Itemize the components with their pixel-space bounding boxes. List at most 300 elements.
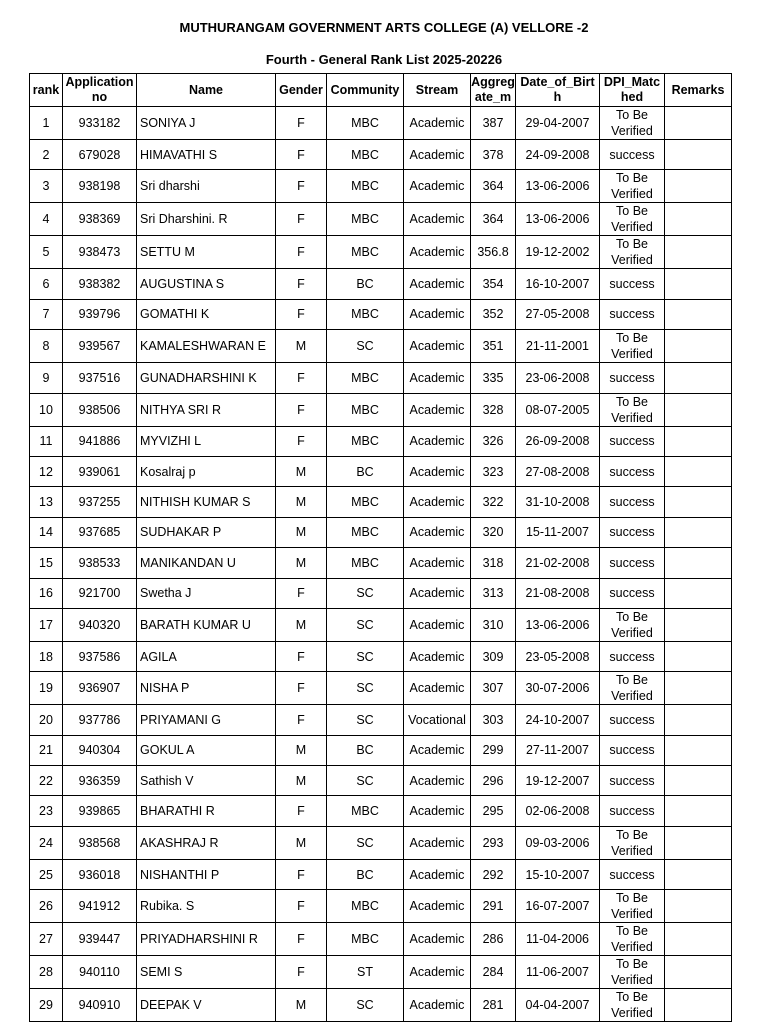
cell-application-no: 937586 [63,641,137,671]
cell-aggregate: 354 [471,269,516,299]
cell-stream: Academic [404,890,471,923]
cell-name: BHARATHI R [137,796,276,826]
cell-community: SC [327,672,404,705]
header-name: Name [137,74,276,107]
cell-remarks [665,269,732,299]
cell-community: MBC [327,923,404,956]
cell-application-no: 938568 [63,826,137,859]
cell-dpi-matched: success [600,487,665,517]
cell-rank: 15 [30,548,63,578]
cell-gender: M [276,330,327,363]
cell-remarks [665,796,732,826]
header-rank: rank [30,74,63,107]
cell-stream: Academic [404,487,471,517]
cell-community: SC [327,826,404,859]
cell-stream: Academic [404,330,471,363]
cell-aggregate: 322 [471,487,516,517]
cell-date-of-birth: 21-02-2008 [516,548,600,578]
cell-rank: 25 [30,859,63,889]
cell-stream: Academic [404,140,471,170]
cell-dpi-matched: success [600,766,665,796]
cell-community: BC [327,456,404,486]
cell-name: Swetha J [137,578,276,608]
cell-stream: Academic [404,956,471,989]
cell-stream: Academic [404,826,471,859]
cell-community: MBC [327,203,404,236]
table-row [30,826,732,859]
cell-community: MBC [327,363,404,393]
cell-gender: M [276,456,327,486]
table-row [30,203,732,236]
cell-community: MBC [327,393,404,426]
cell-remarks [665,548,732,578]
table-row [30,140,732,170]
cell-dpi-matched: success [600,641,665,671]
cell-remarks [665,641,732,671]
cell-name: Rubika. S [137,890,276,923]
cell-remarks [665,363,732,393]
cell-remarks [665,170,732,203]
cell-name: SUDHAKAR P [137,517,276,547]
cell-dpi-matched: success [600,578,665,608]
cell-community: MBC [327,107,404,140]
cell-aggregate: 364 [471,170,516,203]
cell-dpi-matched: To Be Verified [600,826,665,859]
cell-dpi-matched: To Be Verified [600,989,665,1022]
header-stream: Stream [404,74,471,107]
cell-gender: F [276,269,327,299]
cell-date-of-birth: 19-12-2002 [516,236,600,269]
cell-date-of-birth: 29-04-2007 [516,107,600,140]
cell-dpi-matched: To Be Verified [600,170,665,203]
cell-application-no: 939447 [63,923,137,956]
cell-aggregate: 378 [471,140,516,170]
cell-stream: Academic [404,578,471,608]
table-row [30,517,732,547]
table-row [30,890,732,923]
cell-remarks [665,989,732,1022]
cell-application-no: 940110 [63,956,137,989]
cell-stream: Academic [404,393,471,426]
cell-rank: 7 [30,299,63,329]
cell-remarks [665,735,732,765]
cell-name: GUNADHARSHINI K [137,363,276,393]
cell-remarks [665,859,732,889]
cell-community: SC [327,330,404,363]
cell-aggregate: 295 [471,796,516,826]
cell-aggregate: 335 [471,363,516,393]
cell-application-no: 939061 [63,456,137,486]
cell-remarks [665,672,732,705]
cell-date-of-birth: 31-10-2008 [516,487,600,517]
cell-name: PRIYAMANI G [137,705,276,735]
cell-name: GOMATHI K [137,299,276,329]
cell-date-of-birth: 15-10-2007 [516,859,600,889]
cell-dpi-matched: success [600,363,665,393]
cell-dpi-matched: success [600,517,665,547]
cell-rank: 5 [30,236,63,269]
cell-dpi-matched: To Be Verified [600,890,665,923]
cell-aggregate: 318 [471,548,516,578]
cell-stream: Academic [404,236,471,269]
cell-rank: 3 [30,170,63,203]
table-row [30,548,732,578]
cell-application-no: 937786 [63,705,137,735]
cell-remarks [665,890,732,923]
cell-remarks [665,393,732,426]
cell-aggregate: 299 [471,735,516,765]
cell-aggregate: 293 [471,826,516,859]
cell-date-of-birth: 30-07-2006 [516,672,600,705]
cell-gender: F [276,393,327,426]
cell-remarks [665,766,732,796]
cell-application-no: 936359 [63,766,137,796]
cell-gender: F [276,299,327,329]
cell-gender: F [276,578,327,608]
cell-remarks [665,107,732,140]
cell-rank: 16 [30,578,63,608]
cell-remarks [665,456,732,486]
cell-community: MBC [327,796,404,826]
table-row [30,705,732,735]
cell-stream: Academic [404,672,471,705]
cell-aggregate: 286 [471,923,516,956]
cell-aggregate: 326 [471,426,516,456]
cell-dpi-matched: To Be Verified [600,956,665,989]
cell-remarks [665,140,732,170]
cell-dpi-matched: success [600,735,665,765]
cell-remarks [665,956,732,989]
cell-gender: F [276,956,327,989]
cell-name: NISHA P [137,672,276,705]
cell-gender: M [276,608,327,641]
cell-community: SC [327,989,404,1022]
cell-name: GOKUL A [137,735,276,765]
table-row [30,299,732,329]
table-row [30,796,732,826]
cell-stream: Academic [404,989,471,1022]
cell-aggregate: 284 [471,956,516,989]
cell-dpi-matched: success [600,269,665,299]
table-row [30,269,732,299]
cell-community: SC [327,766,404,796]
cell-stream: Vocational [404,705,471,735]
cell-name: BARATH KUMAR U [137,608,276,641]
cell-name: DEEPAK V [137,989,276,1022]
cell-community: MBC [327,426,404,456]
cell-community: BC [327,859,404,889]
cell-remarks [665,487,732,517]
cell-application-no: 938369 [63,203,137,236]
table-row [30,989,732,1022]
cell-dpi-matched: To Be Verified [600,330,665,363]
cell-remarks [665,923,732,956]
cell-rank: 21 [30,735,63,765]
cell-rank: 18 [30,641,63,671]
cell-aggregate: 310 [471,608,516,641]
cell-application-no: 939865 [63,796,137,826]
cell-rank: 10 [30,393,63,426]
cell-dpi-matched: success [600,796,665,826]
cell-date-of-birth: 23-06-2008 [516,363,600,393]
cell-date-of-birth: 21-08-2008 [516,578,600,608]
cell-rank: 8 [30,330,63,363]
cell-rank: 2 [30,140,63,170]
cell-stream: Academic [404,859,471,889]
cell-aggregate: 352 [471,299,516,329]
cell-application-no: 940320 [63,608,137,641]
cell-stream: Academic [404,363,471,393]
document-subtitle: Fourth - General Rank List 2025-20226 [265,52,503,67]
cell-name: SONIYA J [137,107,276,140]
cell-rank: 9 [30,363,63,393]
cell-dpi-matched: To Be Verified [600,203,665,236]
cell-application-no: 939796 [63,299,137,329]
cell-date-of-birth: 16-07-2007 [516,890,600,923]
cell-application-no: 937255 [63,487,137,517]
cell-dpi-matched: success [600,456,665,486]
cell-gender: M [276,826,327,859]
cell-name: AKASHRAJ R [137,826,276,859]
cell-application-no: 941886 [63,426,137,456]
cell-gender: F [276,363,327,393]
cell-name: AGILA [137,641,276,671]
table-row [30,672,732,705]
cell-date-of-birth: 08-07-2005 [516,393,600,426]
cell-gender: F [276,796,327,826]
cell-community: MBC [327,517,404,547]
cell-stream: Academic [404,735,471,765]
cell-aggregate: 281 [471,989,516,1022]
table-row [30,393,732,426]
cell-gender: F [276,859,327,889]
table-header-row [30,74,732,107]
cell-remarks [665,426,732,456]
cell-stream: Academic [404,517,471,547]
cell-application-no: 921700 [63,578,137,608]
cell-aggregate: 351 [471,330,516,363]
cell-application-no: 933182 [63,107,137,140]
header-dpi-matched: DPI_Matc hed [600,74,665,107]
cell-gender: F [276,641,327,671]
cell-name: PRIYADHARSHINI R [137,923,276,956]
cell-dpi-matched: success [600,705,665,735]
cell-name: NITHYA SRI R [137,393,276,426]
cell-stream: Academic [404,608,471,641]
cell-date-of-birth: 24-10-2007 [516,705,600,735]
cell-rank: 19 [30,672,63,705]
cell-name: Sri Dharshini. R [137,203,276,236]
cell-gender: M [276,735,327,765]
cell-remarks [665,330,732,363]
cell-application-no: 938198 [63,170,137,203]
cell-aggregate: 320 [471,517,516,547]
cell-aggregate: 364 [471,203,516,236]
table-row [30,641,732,671]
cell-remarks [665,578,732,608]
cell-stream: Academic [404,203,471,236]
table-row [30,363,732,393]
cell-community: MBC [327,890,404,923]
cell-dpi-matched: success [600,299,665,329]
cell-rank: 26 [30,890,63,923]
cell-gender: F [276,236,327,269]
cell-stream: Academic [404,796,471,826]
cell-date-of-birth: 13-06-2006 [516,203,600,236]
cell-community: SC [327,705,404,735]
cell-remarks [665,826,732,859]
cell-dpi-matched: success [600,859,665,889]
cell-dpi-matched: To Be Verified [600,236,665,269]
cell-application-no: 679028 [63,140,137,170]
table-row [30,735,732,765]
cell-community: SC [327,641,404,671]
cell-name: HIMAVATHI S [137,140,276,170]
cell-dpi-matched: To Be Verified [600,393,665,426]
document-title: MUTHURANGAM GOVERNMENT ARTS COLLEGE (A) VELLORE -2 [179,20,589,35]
cell-application-no: 937685 [63,517,137,547]
cell-gender: F [276,705,327,735]
cell-name: Sri dharshi [137,170,276,203]
cell-date-of-birth: 27-05-2008 [516,299,600,329]
cell-rank: 24 [30,826,63,859]
cell-stream: Academic [404,299,471,329]
cell-dpi-matched: success [600,548,665,578]
cell-name: Sathish V [137,766,276,796]
cell-application-no: 936907 [63,672,137,705]
cell-application-no: 938473 [63,236,137,269]
cell-application-no: 939567 [63,330,137,363]
table-row [30,426,732,456]
cell-rank: 14 [30,517,63,547]
cell-stream: Academic [404,269,471,299]
cell-gender: M [276,989,327,1022]
cell-application-no: 940304 [63,735,137,765]
cell-application-no: 937516 [63,363,137,393]
cell-gender: F [276,672,327,705]
cell-aggregate: 309 [471,641,516,671]
cell-dpi-matched: success [600,426,665,456]
cell-gender: F [276,140,327,170]
cell-name: AUGUSTINA S [137,269,276,299]
cell-name: NITHISH KUMAR S [137,487,276,517]
cell-remarks [665,517,732,547]
cell-rank: 4 [30,203,63,236]
cell-remarks [665,608,732,641]
cell-gender: M [276,487,327,517]
cell-rank: 27 [30,923,63,956]
table-row [30,923,732,956]
cell-aggregate: 356.8 [471,236,516,269]
cell-aggregate: 303 [471,705,516,735]
cell-dpi-matched: To Be Verified [600,107,665,140]
table-row [30,608,732,641]
cell-date-of-birth: 24-09-2008 [516,140,600,170]
cell-community: MBC [327,487,404,517]
cell-stream: Academic [404,426,471,456]
cell-rank: 23 [30,796,63,826]
cell-stream: Academic [404,766,471,796]
cell-application-no: 938506 [63,393,137,426]
cell-rank: 29 [30,989,63,1022]
cell-community: BC [327,269,404,299]
cell-aggregate: 313 [471,578,516,608]
cell-aggregate: 296 [471,766,516,796]
cell-aggregate: 291 [471,890,516,923]
rank-list-table [29,73,732,1022]
header-community: Community [327,74,404,107]
cell-date-of-birth: 19-12-2007 [516,766,600,796]
cell-gender: F [276,890,327,923]
table-row [30,859,732,889]
cell-name: NISHANTHI P [137,859,276,889]
cell-date-of-birth: 13-06-2006 [516,608,600,641]
cell-stream: Academic [404,456,471,486]
cell-remarks [665,705,732,735]
table-row [30,456,732,486]
cell-date-of-birth: 26-09-2008 [516,426,600,456]
cell-date-of-birth: 11-06-2007 [516,956,600,989]
cell-date-of-birth: 11-04-2006 [516,923,600,956]
cell-community: MBC [327,170,404,203]
cell-community: ST [327,956,404,989]
cell-date-of-birth: 15-11-2007 [516,517,600,547]
cell-community: MBC [327,299,404,329]
cell-rank: 12 [30,456,63,486]
cell-stream: Academic [404,107,471,140]
header-date-of-birth: Date_of_Birt h [516,74,600,107]
cell-date-of-birth: 16-10-2007 [516,269,600,299]
cell-dpi-matched: success [600,140,665,170]
cell-gender: M [276,548,327,578]
cell-rank: 22 [30,766,63,796]
cell-gender: M [276,517,327,547]
cell-dpi-matched: To Be Verified [600,672,665,705]
cell-community: MBC [327,236,404,269]
cell-date-of-birth: 21-11-2001 [516,330,600,363]
table-row [30,170,732,203]
table-row [30,107,732,140]
cell-date-of-birth: 02-06-2008 [516,796,600,826]
cell-name: Kosalraj p [137,456,276,486]
cell-rank: 17 [30,608,63,641]
cell-rank: 11 [30,426,63,456]
cell-date-of-birth: 13-06-2006 [516,170,600,203]
header-remarks: Remarks [665,74,732,107]
cell-date-of-birth: 27-08-2008 [516,456,600,486]
cell-aggregate: 387 [471,107,516,140]
cell-community: MBC [327,548,404,578]
table-row [30,487,732,517]
cell-date-of-birth: 27-11-2007 [516,735,600,765]
cell-community: SC [327,578,404,608]
cell-application-no: 938533 [63,548,137,578]
cell-date-of-birth: 04-04-2007 [516,989,600,1022]
cell-stream: Academic [404,170,471,203]
table-row [30,766,732,796]
cell-gender: F [276,203,327,236]
table-row [30,578,732,608]
cell-remarks [665,236,732,269]
cell-rank: 20 [30,705,63,735]
cell-aggregate: 328 [471,393,516,426]
cell-remarks [665,203,732,236]
cell-date-of-birth: 09-03-2006 [516,826,600,859]
table-row [30,236,732,269]
cell-name: KAMALESHWARAN E [137,330,276,363]
cell-stream: Academic [404,548,471,578]
cell-rank: 13 [30,487,63,517]
